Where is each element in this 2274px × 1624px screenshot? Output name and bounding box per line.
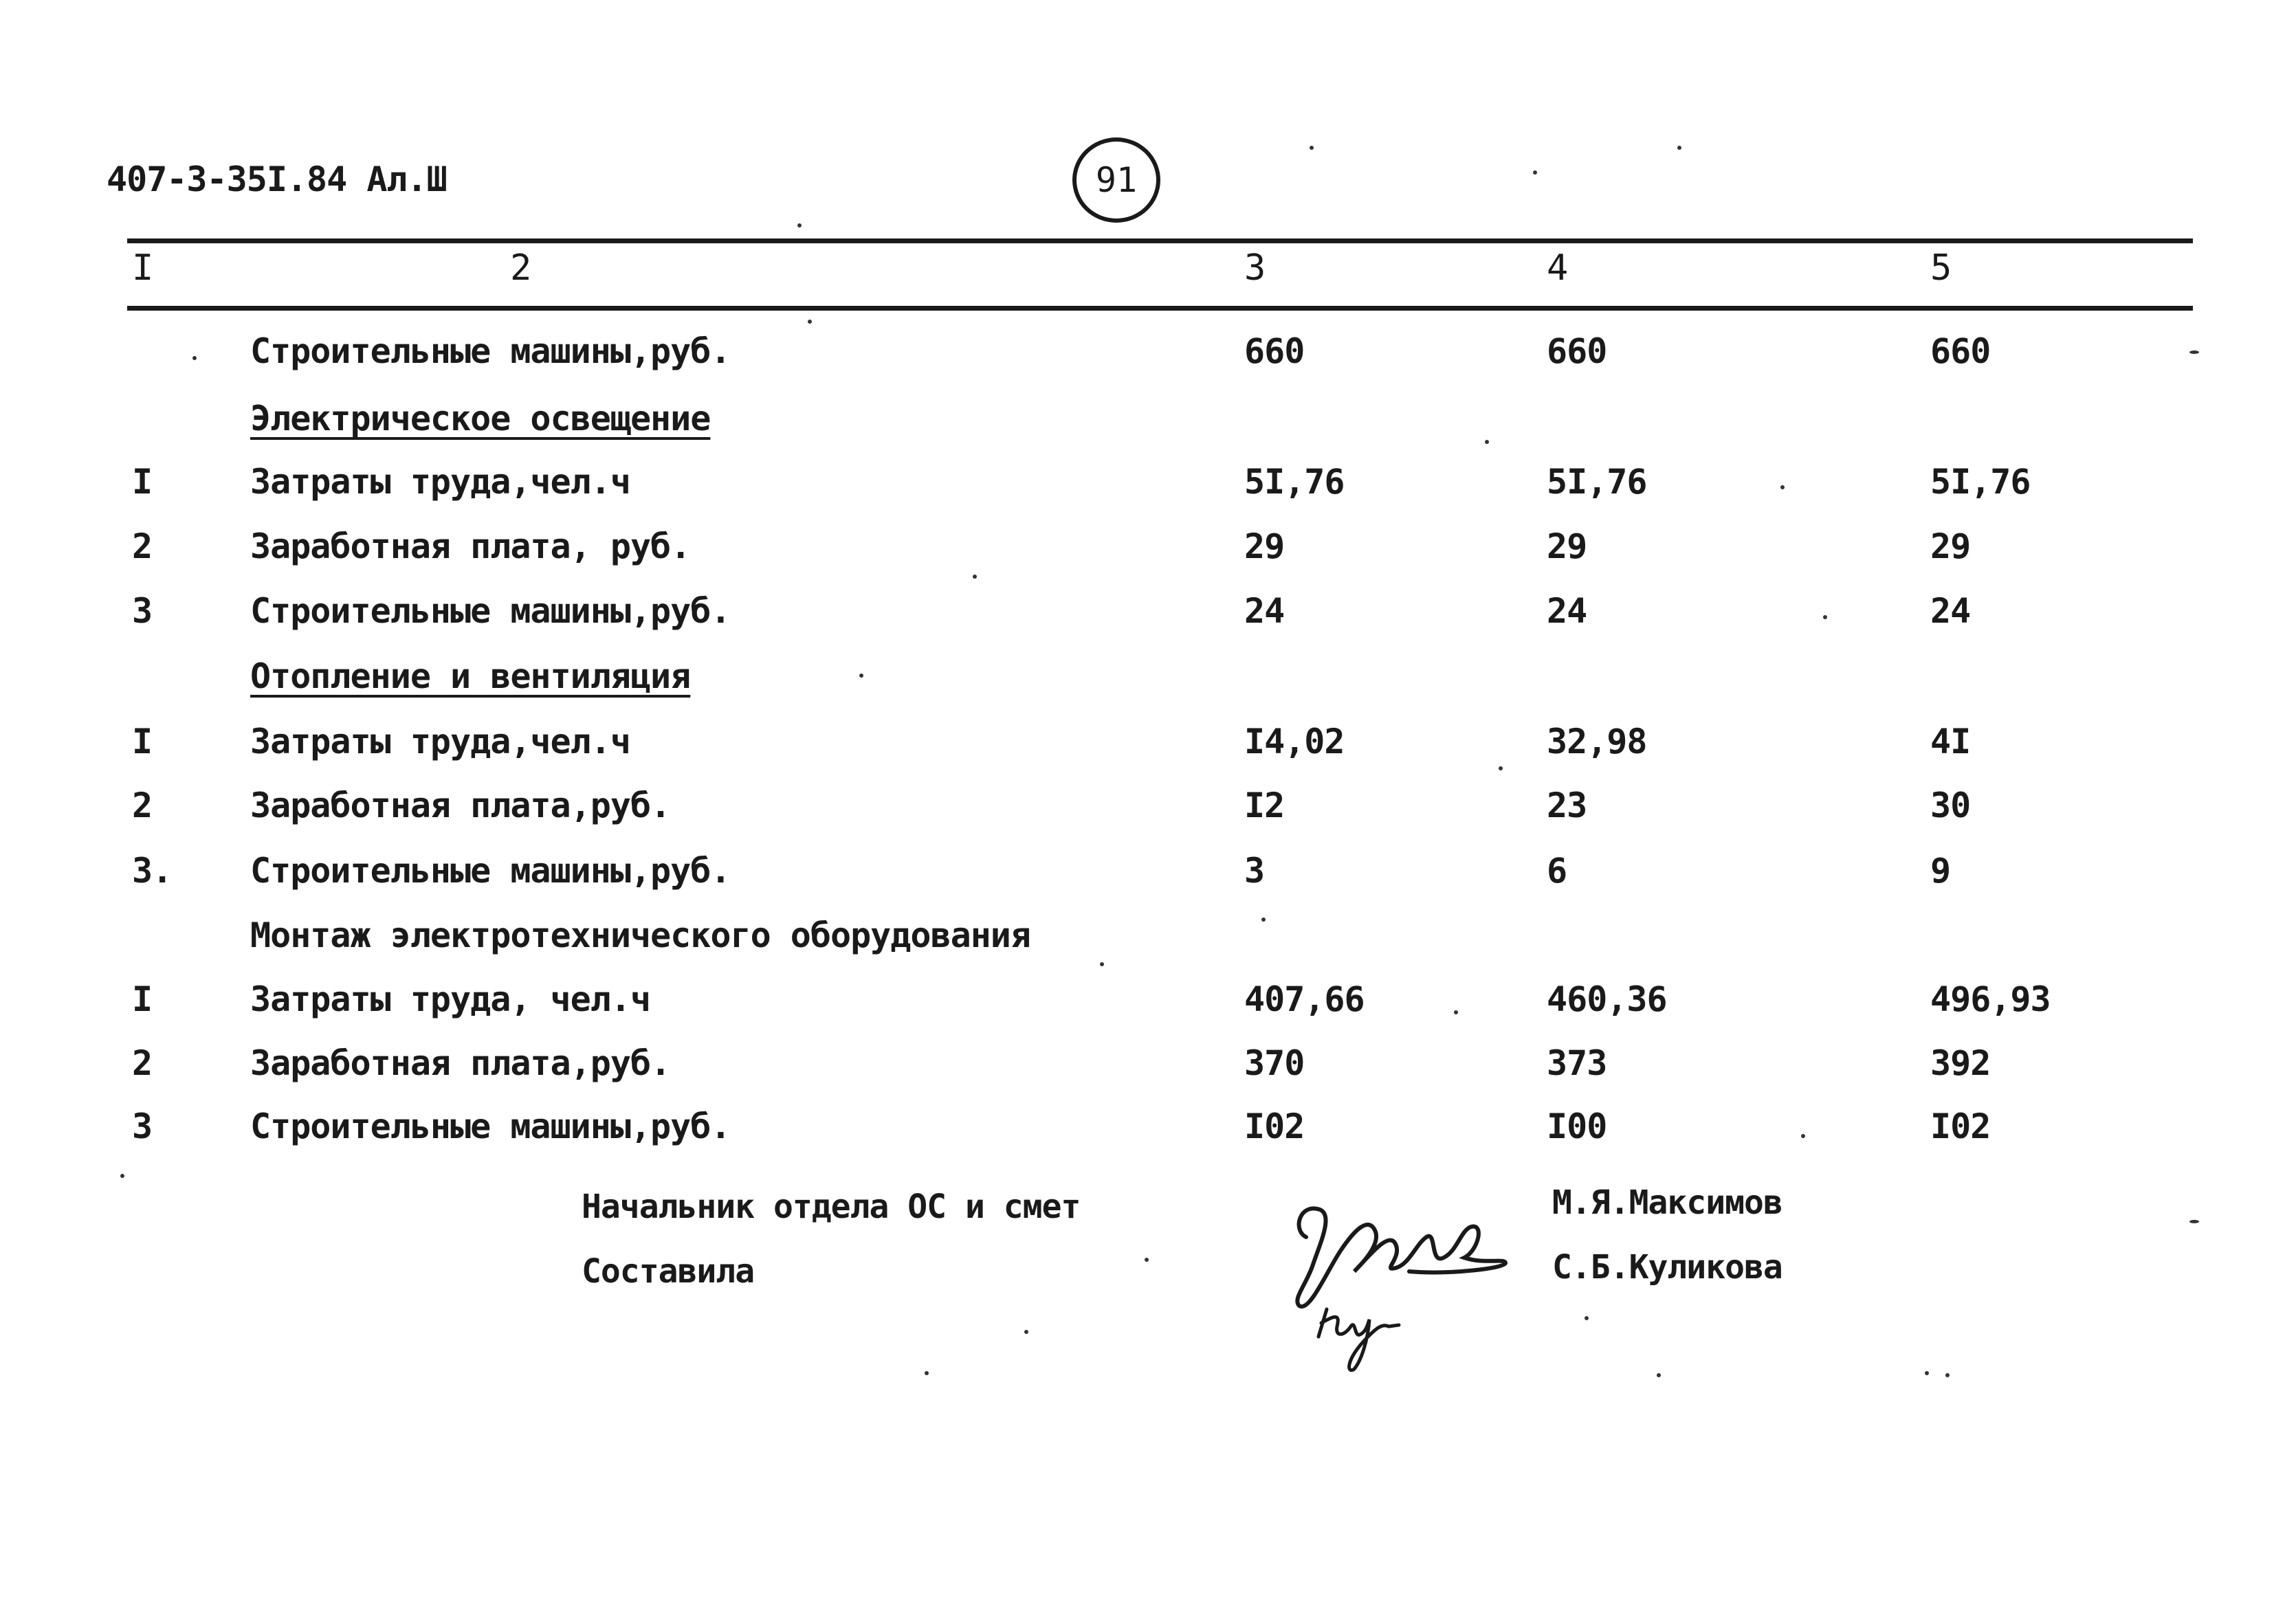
cell-col-5: 29 [1930,526,1971,566]
cell-col-4: 373 [1547,1043,1607,1083]
row-label: Затраты труда,чел.ч [250,462,630,502]
cell-col-4: 24 [1547,591,1587,631]
row-label: Строительные машины,руб. [250,591,731,631]
section-title: Электрическое освещение [250,399,711,438]
row-number: 3. [132,851,173,891]
handwritten-signature [1279,1189,1526,1381]
cell-col-5: 9 [1930,851,1951,891]
cell-col-5: 30 [1930,786,1971,825]
cell-col-5: I02 [1930,1106,1991,1146]
row-label: Строительные машины,руб. [250,1106,731,1146]
cell-col-4: 23 [1547,786,1587,825]
row-number: 3 [132,591,153,631]
row-label: Заработная плата, руб. [250,526,691,566]
signature-role-head: Начальник отдела ОС и смет [582,1188,1081,1226]
row-label: Заработная плата,руб. [250,786,671,825]
cell-col-4: 5I,76 [1547,462,1647,502]
column-header-5: 5 [1930,247,1952,289]
cell-col-3: 3 [1244,851,1265,891]
cell-col-3: I2 [1244,786,1285,825]
cell-col-4: 460,36 [1547,979,1667,1019]
cell-col-3: I02 [1244,1106,1305,1146]
row-number: 2 [132,1043,153,1083]
signature-name-head: М.Я.Максимов [1552,1183,1782,1222]
cell-col-3: 370 [1244,1043,1305,1083]
column-header-4: 4 [1547,247,1569,289]
column-header-2: 2 [510,247,532,289]
signature-role-compiler: Составила [582,1252,755,1291]
cell-col-5: 5I,76 [1930,462,2031,502]
cell-col-3: 660 [1244,331,1305,371]
cell-col-5: 496,93 [1930,979,2051,1019]
cell-col-4: 6 [1547,851,1567,891]
row-label: Затраты труда,чел.ч [250,722,630,761]
cell-col-3: 24 [1244,591,1285,631]
column-header-1: I [132,247,154,289]
cell-col-4: 32,98 [1547,722,1647,761]
cell-col-4: 660 [1547,331,1607,371]
row-number: I [132,979,153,1019]
column-header-3: 3 [1244,247,1266,289]
cell-col-5: 4I [1930,722,1971,761]
document-code: 407-3-35I.84 Ал.Ш [107,159,447,199]
row-number: 3 [132,1106,153,1146]
row-number: I [132,462,153,502]
cell-col-3: 407,66 [1244,979,1365,1019]
row-label: Заработная плата,руб. [250,1043,671,1083]
row-number: 2 [132,526,153,566]
page-number: 91 [1095,160,1138,200]
signature-name-compiler: С.Б.Куликова [1552,1248,1782,1287]
row-label: Строительные машины,руб. [250,331,731,371]
row-label: Строительные машины,руб. [250,851,731,891]
row-number: I [132,722,153,761]
cell-col-5: 660 [1930,331,1991,371]
cell-col-3: 5I,76 [1244,462,1345,502]
cell-col-3: 29 [1244,526,1285,566]
cell-col-5: 24 [1930,591,1971,631]
row-label: Затраты труда, чел.ч [250,979,651,1019]
row-label: Монтаж электротехнического оборудования [250,915,1030,955]
cell-col-5: 392 [1930,1043,1991,1083]
cell-col-4: 29 [1547,526,1587,566]
row-number: 2 [132,786,153,825]
section-title: Отопление и вентиляция [250,656,691,696]
cell-col-4: I00 [1547,1106,1607,1146]
cell-col-3: I4,02 [1244,722,1345,761]
